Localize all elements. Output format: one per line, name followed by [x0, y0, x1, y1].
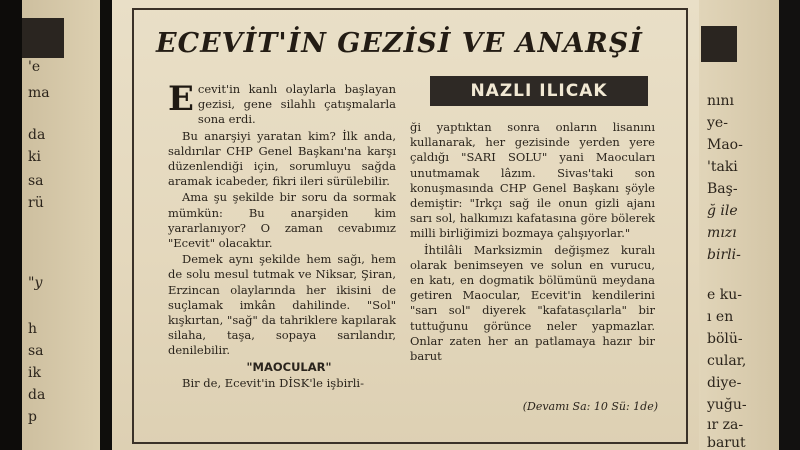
fragment-text: da — [28, 127, 46, 143]
headline-fragment-block — [701, 26, 737, 62]
article-headline: ECEVİT'İN GEZİSİ VE ANARŞİ — [156, 28, 643, 59]
fragment-text: ik — [28, 365, 41, 381]
right-dark-edge — [779, 0, 800, 450]
fragment-text: diye- — [707, 375, 742, 391]
fragment-text: rü — [28, 195, 44, 211]
fragment-text: ğ ile — [707, 203, 738, 219]
paragraph — [168, 79, 396, 128]
article-column-right — [410, 120, 655, 365]
fragment-text: p — [28, 409, 37, 425]
fragment-text: ye- — [707, 115, 728, 131]
section-subheading: "MAOCULAR" — [246, 359, 332, 374]
paragraph: Bu anarşiyi yaratan kim? İlk anda, saldırılar CHP Genel Başkanı'na karşı düzenlendiği için, sorumluyu sağda aramak icabeder, fikri ileri sürülebilir. — [168, 128, 396, 189]
fragment-text: ı en — [707, 309, 734, 325]
fragment-text: ma — [28, 85, 50, 101]
fragment-text: bölü- — [707, 331, 743, 347]
fragment-text: mızı — [707, 225, 737, 241]
fragment-text: birli- — [707, 247, 741, 263]
fragment-text: 'e — [28, 59, 41, 75]
fragment-text: nını — [707, 93, 734, 109]
article-column-left — [168, 79, 396, 392]
paragraph-text: cevit'in kanlı olaylarla başlayan gezisi, gene silahlı çatışmalarla sona erdi. — [197, 82, 396, 127]
headline-fragment-block — [22, 18, 64, 58]
paragraph: İhtilâli Marksizmin değişmez kuralı olarak benimseyen ve solun en vurucu, en katı, en dogmatik bölümünü meydana getiren Maocular, Ecevit'in kendilerini "sarı sol" diyerek "kafatasçılarla" bir tuttuğunu görünce neler yapmazlar. Onlar zaten her an patlamaya hazır bir barut — [410, 242, 655, 364]
left-adjacent-column — [22, 0, 100, 450]
paragraph: Bir de, Ecevit'in DİSK'le işbirli- — [182, 375, 364, 390]
right-adjacent-column — [699, 0, 779, 450]
fragment-text: h — [28, 321, 38, 337]
fragment-text: barut — [707, 435, 746, 450]
author-byline: NAZLI ILICAK — [430, 76, 648, 106]
left-dark-edge — [0, 0, 22, 450]
paragraph: ği yaptıktan sonra onların lisanını kullanarak, her gezisinde yerden yere çaldığı "SARI SOLU" yani Maocuları unutmamak lâzım. Sivas'taki son konuşmasında CHP Genel Başkanı şöyle demiştir: "Irkçı sağ ile onun gizli ajanı sarı sol, halkımızı kafatasına göre bölerek milli birliğimizi bozmaya çalışıyorlar." — [410, 120, 655, 241]
fragment-text: sa — [28, 173, 44, 189]
fragment-text: ır za- — [707, 417, 744, 433]
fragment-text: yuğu- — [707, 397, 747, 413]
fragment-text: e ku- — [707, 287, 742, 303]
fragment-text: Baş- — [707, 181, 738, 197]
fragment-text: "y — [28, 275, 43, 291]
fragment-text: cular, — [707, 353, 747, 369]
drop-cap: E — [168, 79, 194, 119]
paragraph: Demek aynı şekilde hem sağı, hem de solu mesul tutmak ve Niksar, Şiran, Erzincan olaylarında her ikisini de suçlamak imkân dahilinde. "Sol" kışkırtan, "sağ" da tahriklere kapılarak silaha, taşa, sopaya sarılandır, denilebilir. — [168, 252, 396, 358]
paragraph: Ama şu şekilde bir soru da sormak mümkün: Bu anarşiden kim yararlanıyor? O zaman cevabımız "Ecevit" olacaktır. — [168, 190, 396, 251]
continuation-note: (Devamı Sa: 10 Sü: 1de) — [522, 400, 658, 413]
fragment-text: 'taki — [707, 159, 738, 175]
fragment-text: Mao- — [707, 137, 743, 153]
fragment-text: sa — [28, 343, 44, 359]
article-page — [112, 0, 699, 450]
page-seam — [100, 0, 112, 450]
fragment-text: da — [28, 387, 46, 403]
fragment-text: ki — [28, 149, 41, 165]
